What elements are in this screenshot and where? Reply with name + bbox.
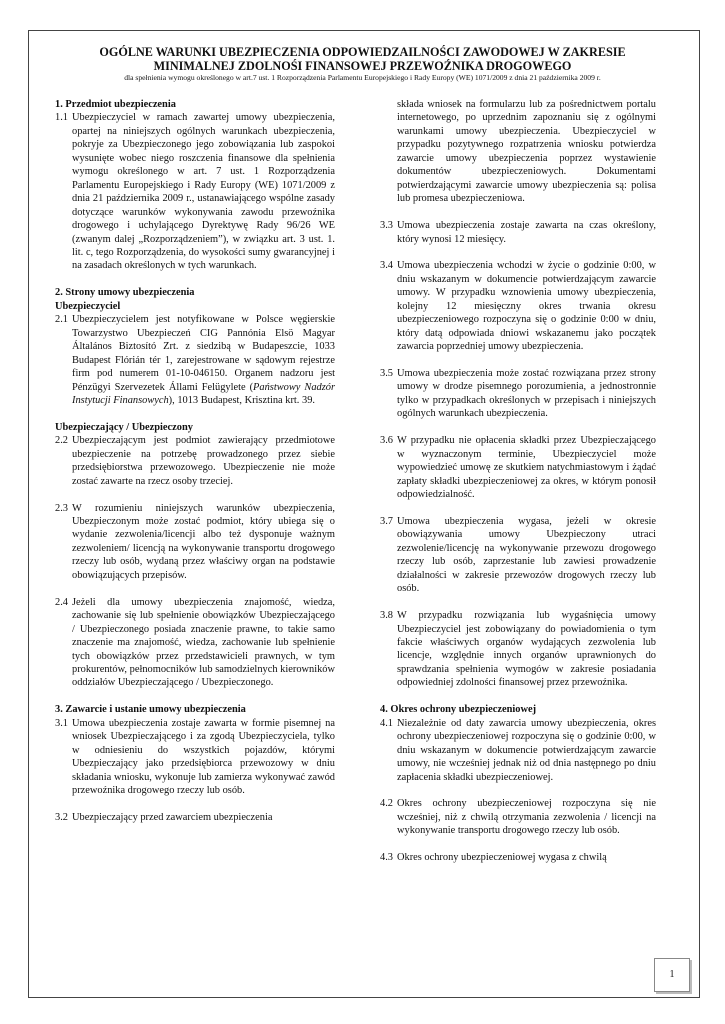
paragraph-3-2-continued: [380, 98, 656, 206]
paragraph-number: 4.1: [380, 717, 393, 729]
section-3-heading: 3. Zawarcie i ustanie umowy ubezpieczenia: [55, 704, 246, 716]
paragraph-text: Umowa ubezpieczenia wchodzi w życie o godzinie 0:00, w dniu wskazanym w dokumencie potwierdzającym zawarcie umowy. W przypadku wznowienia umowy ubezpieczenia, kolejny 12 miesięczny okres trwania okresu ubezpieczeniowego rozpoczyna się o godzinie 0:00 w dniu, który datą odpowiada dniowi wskazanemu jako początek zawarcia poprzedniej umowy ubezpieczenia.: [397, 260, 656, 353]
paragraph-text: Ubezpieczyciel w ramach zawartej umowy ubezpieczenia, opartej na niniejszych ogólnych warunkach ubezpieczenia, pokryje za Ubezpieczonego jego zobowiązania lub zaspokoi wysunięte wobec niego roszczenia finansowe dla spełnienia wymogu określonego w art. 7 ust. 1 Rozporządzenia Parlamentu Europejskiego i Rady Europy (WE) 1071/2009 z dnia 21 października 2009 r., ustanawiającego wspólne zasady dotyczące warunków wykonywania zawodu przewoźnika drogowego i uchylającego Dyrektywę Rady 96/26 WE (zwanym dalej „Rozporządzeniem”), w związku art. 3 ust. 1. lit. c, tego Rozporządzenia, do wysokości sumy gwarancyjnej i na zasadach określonych w tych warunkach.: [72, 112, 335, 272]
paragraph-text: Jeżeli dla umowy ubezpieczenia znajomość, wiedza, zachowanie się lub spełnienie obowiązków Ubezpieczającego / Ubezpieczonego posiada znaczenie prawne, to takie samo znaczenie ma znajomość, wiedza, zachowanie lub spełnienie tych obowiązków przez przedstawicieli prawnych, w tym prokurentów, pełnomocników lub samodzielnych kierowników oddziałów Ubezpieczającego / Ubezpieczonego.: [72, 596, 335, 689]
subsection-ubezpieczyciel: Ubezpieczyciel: [55, 300, 121, 312]
paragraph-number: 3.2: [55, 811, 68, 823]
paragraph-text: składa wniosek na formularzu lub za pośrednictwem portalu internetowego, po uprzednim zapoznaniu się z ogólnymi warunkami umowy ubezpieczenia. Ubezpieczyciel w przypadku pozytywnego rozpatrzenia wniosku potwierdza zawarcie umowy ubezpieczenia poprzez wystawienie dokumentów ubezpieczeniowych. Dokumentami potwierdzającymi zawarcie umowy ubezpieczenia są: polisa lub promesa ubezpieczeniowa.: [397, 99, 656, 205]
paragraph-number: 4.2: [380, 798, 393, 810]
paragraph-text: Umowa ubezpieczenia może zostać rozwiązana przez strony umowy w drodze pisemnego porozumienia, a jednostronnie tylko w przypadkach określonych w przepisach i niniejszych ogólnych warunkach ubezpieczenia.: [397, 368, 656, 420]
paragraph-text: Umowa ubezpieczenia zostaje zawarta w formie pisemnej na wniosek Ubezpieczającego i za zgodą Ubezpieczyciela, tylko w odniesieniu do wszystkich pojazdów, którymi Ubezpieczający jako przedsiębiorca przewozowy w dniu składania wniosku, wykonuje lub zamierza wykonywać zawód przewoźnika drogowego rzeczy lub osób.: [72, 717, 335, 797]
paragraph-3-4: [380, 259, 656, 353]
paragraph-3-2: [55, 811, 335, 824]
paragraph-4-1: [380, 717, 656, 784]
paragraph-number: 2.1: [55, 314, 68, 326]
left-column: [55, 98, 335, 824]
paragraph-3-5: [380, 367, 656, 421]
paragraph-text: W przypadku rozwiązania lub wygaśnięcia umowy Ubezpieczyciel jest zobowiązany do powiadomienia o tym fakcie właściwych organów wydających zezwolenia lub licencje, względnie innych organów uprawnionych do sprawdzania spełnienia wymogów w zakresie posiadania odpowiedniej zdolności finansowej przez przewoźnika.: [397, 610, 656, 689]
paragraph-3-6: [380, 434, 656, 501]
paragraph-3-1: [55, 717, 335, 798]
paragraph-text: Umowa ubezpieczenia wygasa, jeżeli w okresie obowiązywania umowy Ubezpieczony utraci zezwolenie/licencję na wykonywanie przewozu drogowego rzeczy lub osób, zaprzestanie lub zawiesi prowadzenie działalności w zakresie przewozów drogowych rzeczy lub osób.: [397, 515, 656, 595]
paragraph-text: Ubezpieczający przed zawarciem ubezpieczenia: [72, 811, 273, 823]
paragraph-text: Ubezpieczycielem jest notyfikowane w Polsce węgierskie Towarzystwo Ubezpieczeń CIG Pannónia Elsö Magyar Általános Biztosító Zrt. z siedzibą w Budapeszcie, 1033 Budapest Flórián tér 1, zarejestrowane w sądowym rejestrze firm pod numerem 01-10-046150. Organem nadzoru jest Pénzügyi Szervezetek Állami Felügylete (Państwowy Nadzór Instytucji Finansowych), 1013 Budapest, Krisztina krt. 39.: [72, 314, 335, 406]
paragraph-number: 3.1: [55, 717, 68, 729]
paragraph-number: 3.5: [380, 368, 393, 380]
paragraph-number: 4.3: [380, 852, 393, 864]
paragraph-number: 2.4: [55, 596, 68, 608]
right-column: [380, 98, 656, 865]
paragraph-number: 3.3: [380, 220, 393, 232]
paragraph-number: 3.4: [380, 260, 393, 272]
document-subtitle: dla spełnienia wymogu określonego w art.7 ust. 1 Rozporządzenia Parlamentu Europejskiego i Rady Europy (WE) 1071/2009 z dnia 21 października 2009 r.: [124, 73, 601, 82]
section-2-heading: 2. Strony umowy ubezpieczenia: [55, 287, 195, 299]
paragraph-text: Okres ochrony ubezpieczeniowej rozpoczyna się nie wcześniej, niż z chwilą otrzymania zezwolenia / licencji na wykonywanie transportu drogowego rzeczy lub osób.: [397, 798, 656, 837]
paragraph-number: 3.6: [380, 435, 393, 447]
paragraph-3-7: [380, 515, 656, 596]
paragraph-text: W przypadku nie opłacenia składki przez Ubezpieczającego w wyznaczonym terminie, Ubezpieczyciel może wypowiedzieć umowę ze skutkiem natychmiastowym i żądać zapłaty składki ubezpieczeniowej za okres, w którym ponosił odpowiedzialność.: [397, 435, 656, 501]
paragraph-text: Ubezpieczającym jest podmiot zawierający przedmiotowe ubezpieczenie na potrzebę prowadzonego przez siebie przedsiębiorstwa przewozowego. Ubezpieczenie nie może zostać zawarte na rzecz osoby trzeciej.: [72, 435, 335, 487]
paragraph-number: 3.8: [380, 610, 393, 622]
paragraph-2-1: [55, 313, 335, 407]
paragraph-number: 2.2: [55, 435, 68, 447]
page-number: 1: [654, 958, 690, 992]
paragraph-text: Umowa ubezpieczenia zostaje zawarta na czas określony, który wynosi 12 miesięcy.: [397, 220, 656, 245]
paragraph-number: 3.7: [380, 515, 393, 527]
section-4-heading: 4. Okres ochrony ubezpieczeniowej: [380, 704, 537, 716]
paragraph-3-3: [380, 219, 656, 246]
paragraph-4-2: [380, 797, 656, 837]
paragraph-text: W rozumieniu niniejszych warunków ubezpieczenia, Ubezpieczonym może zostać podmiot, który ubiega się o wydanie zezwolenia/licencji albo też dysponuje ważnym zezwoleniem/ licencją na wykonywanie transportu drogowego rzeczy lub osób, wydaną przez właściwy organ na podstawie obowiązujących przepisów.: [72, 502, 335, 581]
paragraph-2-4: [55, 596, 335, 690]
paragraph-text: Niezależnie od daty zawarcia umowy ubezpieczenia, okres ochrony ubezpieczeniowej rozpoczyna się o godzinie 0:00, w dniu wskazanym w dokumencie potwierdzającym zawarcie umowy, nie wcześniej jednak niż od dnia następnego po dniu zapłacenia składki ubezpieczeniowej.: [397, 717, 656, 783]
paragraph-number: 1.1: [55, 112, 68, 124]
section-1-heading: 1. Przedmiot ubezpieczenia: [55, 99, 176, 110]
paragraph-1-1: [55, 111, 335, 272]
subsection-ubezpieczajacy: Ubezpieczający / Ubezpieczony: [55, 421, 193, 433]
document-title-line2: MINIMALNEJ ZDOLNOŚI FINANSOWEJ PRZEWOŹNIKA DROGOWEGO: [153, 59, 572, 73]
document-title-line1: OGÓLNE WARUNKI UBEZPIECZENIA ODPOWIEDZAILNOŚCI ZAWODOWEJ W ZAKRESIE: [99, 45, 626, 59]
paragraph-3-8: [380, 609, 656, 690]
paragraph-2-3: [55, 502, 335, 583]
paragraph-2-2: [55, 434, 335, 488]
paragraph-text: Okres ochrony ubezpieczeniowej wygasa z chwilą: [397, 852, 607, 864]
paragraph-number: 2.3: [55, 502, 68, 514]
paragraph-4-3: [380, 851, 656, 864]
